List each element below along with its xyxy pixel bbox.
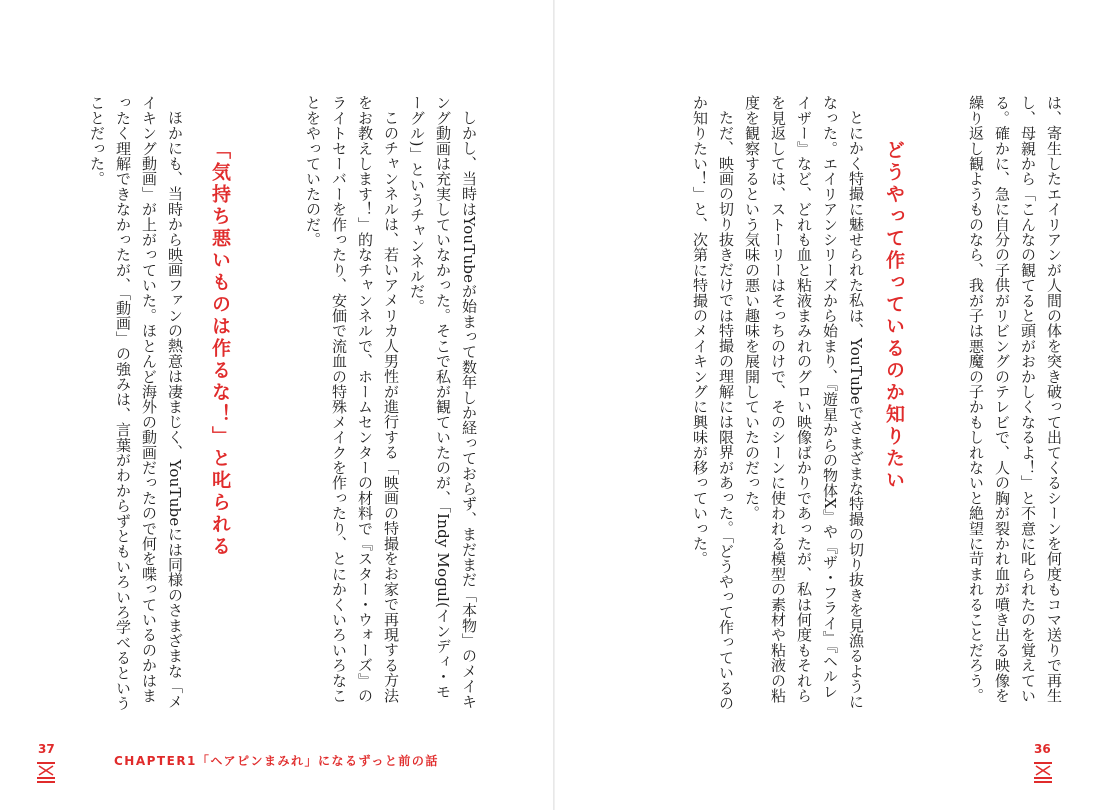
- paragraph: ほかにも、当時から映画ファンの熱意は凄まじく、YouTubeには同様のさまざまな「メイキング動画」が上がっていた。ほとんど海外の動画だったので何を喋っているのかはまったく理解できなかったが、「動画」の強みは、言葉がわからずともいろいろ学べるということだった。: [88, 95, 184, 711]
- left-body-block-2: [63, 95, 188, 713]
- running-head: CHAPTER1「ヘアピンまみれ」になるずっと前の話: [114, 754, 439, 768]
- paragraph: しかし、当時はYouTubeが始まって数年しか経っておらず、まだまだ「本物」のメイキング動画は充実していなかった。そこで私が観ていたのが、「Indy Mogul(インディ・モーグル)」というチャンネルだ。: [408, 95, 478, 709]
- page-mark-icon: [1034, 762, 1052, 784]
- right-body-block-2: [657, 95, 869, 713]
- paragraph: とにかく特撮に魅せられた私は、YouTubeでさまざまな特撮の切り抜きを見漁るようになった。エイリアンシリーズから始まり、『遊星からの物体X』や『ザ・フライ』『ヘルレイザー』など、どれも血と粘液まみれのグロい映像ばかりであったが、私は何度もそれらを見返しては、ストーリーはそっちのけで、そのシーンに使われる模型の素材や粘液の粘度を観察するという気味の悪い趣味を展開していたのだった。: [743, 95, 865, 709]
- section-heading: 「気持ち悪いものは作るな！」と叱られる: [209, 140, 231, 558]
- left-page: [0, 0, 554, 810]
- paragraph: ただ、映画の切り抜きだけでは特撮の理解には限界があった。「どうやって作っているのか知りたい！」と、次第に特撮のメイキングに興味が移っていった。: [691, 95, 735, 711]
- paragraph: このチャンネルは、若いアメリカ人男性が進行する「映画の特撮をお家で再現する方法をお教えします！」的なチャンネルで、ホームセンターの材料で『スター・ウォーズ』のライトセーバーを作ったり、安価で流血の特殊メイクを作ったり、とにかくいろいろなことをやっていたのだ。: [304, 95, 400, 703]
- section-heading: どうやって作っているのか知りたい: [883, 140, 905, 492]
- page-mark-icon: [37, 762, 55, 784]
- right-body-block-1: [937, 95, 1067, 713]
- left-body-block-1: [248, 95, 482, 713]
- page-number: 37: [38, 742, 55, 756]
- right-page: [555, 0, 1109, 810]
- paragraph: は、寄生したエイリアンが人間の体を突き破って出てくるシーンを何度もコマ送りで再生し、母親から「こんなの観てると頭がおかしくなるよ！」と不意に叱られたのを覚えている。確かに、急に自分の子供がリビングのテレビで、人の胸が裂かれ血が噴き出る映像を繰り返し観ようものなら、我が子は悪魔の子かもしれないと絶望に苛まれることだろう。: [967, 95, 1063, 704]
- page-number: 36: [1034, 742, 1051, 756]
